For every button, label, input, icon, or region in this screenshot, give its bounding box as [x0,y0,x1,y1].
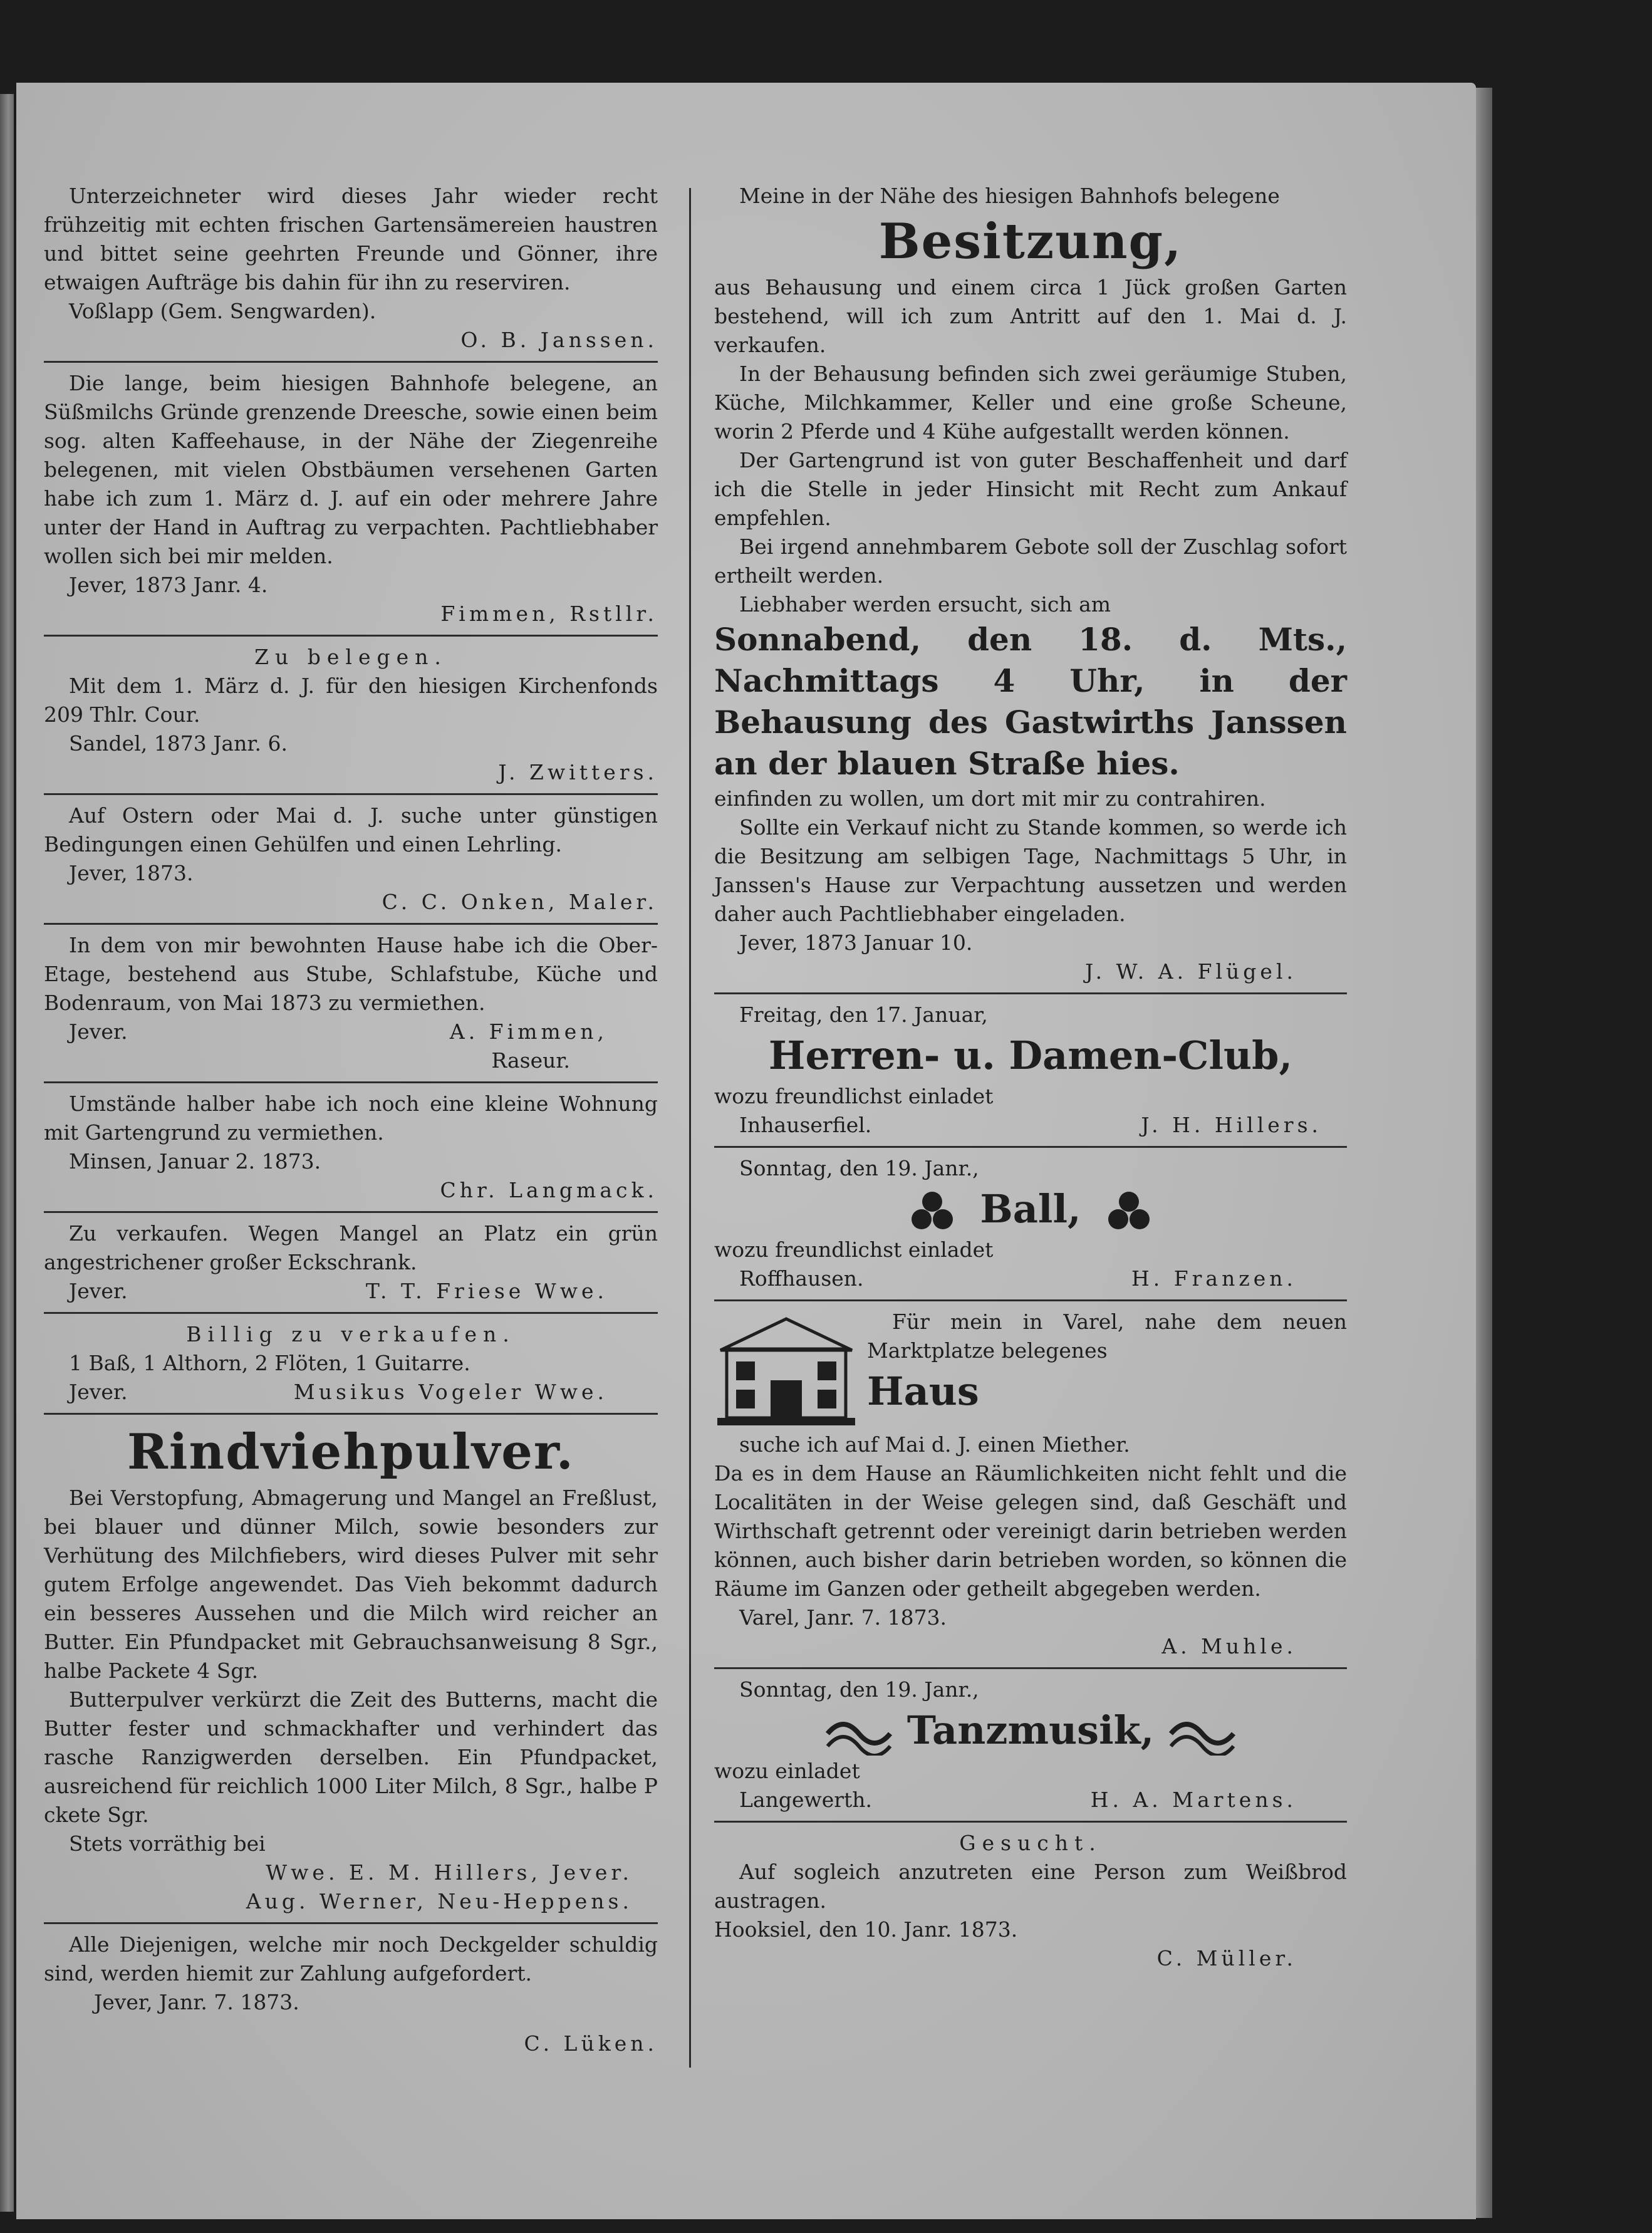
ad-text: Alle Diejenigen, welche mir noch Deckgelder schuldig sind, werden hiemit zur Zahlung aufgefordert. [44,1932,658,1986]
trefoil-ornament-icon [898,1190,967,1234]
ad-separator [44,923,658,925]
ad-separator [714,1667,1347,1669]
ad-besitzung [714,182,1347,986]
ad-signature: C. C. Onken, Maler. [382,890,658,914]
ad-place: Voßlapp (Gem. Sengwarden). [69,299,377,323]
ad-text: Stets vorräthig bei [69,1831,266,1856]
ad-signature: C. Lüken. [524,2031,658,2056]
ad-signature: H. A. Martens. [1090,1788,1297,1812]
ad-text: Butterpulver verkürzt die Zeit des Butterns, macht die Butter fester und schmackhafter und verhindert das rasche Ranzigwerden derselben. Ein Pfundpacket, ausreichend für reichlich 1000 Liter Milch, 8 Sgr., halbe P ckete Sgr. [44,1687,658,1827]
ad-heading: Zu belegen. [254,645,447,669]
ad-place: Jever, 1873 Januar 10. [739,930,973,955]
ad-fimmen-raseur [44,931,658,1075]
ad-haus [714,1308,1347,1661]
ad-place: Roffhausen. [739,1266,864,1291]
ad-heading: Billig zu verkaufen. [186,1322,516,1346]
ad-text: Zu verkaufen. Wegen Mangel an Platz ein grün angestrichener großer Eckschrank. [44,1221,658,1274]
ad-lueken [44,1930,658,2058]
ad-friese [44,1219,658,1306]
ad-title: Haus [867,1368,979,1414]
ad-title: Herren- u. Damen-Club, [768,1033,1293,1078]
ad-place: Inhauserfiel. [739,1113,872,1137]
ad-place: Jever, 1873. [69,861,194,885]
ad-text: Liebhaber werden ersucht, sich am [739,592,1111,617]
ad-separator [44,1413,658,1415]
ad-title-row [714,1704,1347,1757]
ad-signature: J. Zwitters. [498,760,658,784]
ad-vogeler [44,1320,658,1407]
ad-place: Jever. [69,1019,128,1044]
ad-date: Freitag, den 17. Januar, [739,1002,988,1027]
flourish-ornament-icon [824,1712,893,1756]
left-column [44,182,658,2058]
ad-separator [714,992,1347,994]
ad-fimmen [44,369,658,628]
ad-separator [44,635,658,637]
ad-text: In dem von mir bewohnten Hause habe ich die Ober-Etage, bestehend aus Stube, Schlafstube, Küche und Bodenraum, von Mai 1873 zu vermiethen. [44,933,658,1015]
ad-invite: wozu einladet [714,1759,860,1783]
ad-separator [714,1821,1347,1823]
ad-place: Varel, Janr. 7. 1873. [739,1605,947,1630]
ad-langmack [44,1090,658,1205]
ad-title: Rindviehpulver. [127,1424,574,1481]
ad-text: Sollte ein Verkauf nicht zu Stande kommen, so werde ich die Besitzung am selbigen Tage, Nachmittags 5 Uhr, in Janssen's Hause zur Verpachtung aussetzen und werden daher auch Pachtliebhaber eingeladen. [714,815,1347,926]
ad-text: Bei irgend annehmbarem Gebote soll der Zuschlag sofort ertheilt werden. [714,534,1347,588]
ad-ball [714,1154,1347,1293]
ad-text: suche ich auf Mai d. J. einen Miether. [739,1432,1130,1457]
ad-text: Die lange, beim hiesigen Bahnhofe belegene, an Süßmilchs Gründe grenzende Dreesche, sowie einen beim sog. alten Kaffeehause, in der Nähe der Ziegenreihe belegenen, mit vielen Obstbäumen versehenen Garten habe ich zum 1. März d. J. auf ein oder mehrere Jahre unter der Hand in Auftrag zu verpachten. Pachtliebhaber wollen sich bei mir melden. [44,371,658,568]
ad-separator [714,1299,1347,1301]
ad-signature: Aug. Werner, Neu-Heppens. [246,1889,633,1913]
ad-club [714,1001,1347,1140]
ad-signature: J. H. Hillers. [1141,1113,1322,1137]
ad-place: Jever. [69,1380,128,1404]
ad-place: Minsen, Januar 2. 1873. [69,1149,321,1174]
ad-signature-title: Raseur. [491,1048,570,1073]
ad-date: Sonntag, den 19. Janr., [739,1156,979,1180]
ad-signature: C. Müller. [1156,1946,1297,1970]
ad-place: Hooksiel, den 10. Janr. 1873. [714,1917,1018,1942]
ad-bold-text: Sonnabend, den 18. d. Mts., Nachmittags 4 Uhr, in der Behausung des Gastwirths Janssen an der blauen Straße hies. [714,621,1347,782]
ad-text: 1 Baß, 1 Althorn, 2 Flöten, 1 Guitarre. [69,1351,470,1375]
ad-intro: Für mein in Varel, nahe dem neuen Marktplatze belegenes [867,1309,1347,1363]
ad-signature: J. W. A. Flügel. [1085,959,1297,984]
ad-signature: A. Muhle. [1161,1634,1297,1658]
ad-signature: H. Franzen. [1131,1266,1297,1291]
ad-signature: Chr. Langmack. [440,1178,658,1202]
ad-signature: T. T. Friese Wwe. [365,1279,608,1303]
ad-text: Bei Verstopfung, Abmagerung und Mangel an Freßlust, bei blauer und dünner Milch, sowie besonders zur Verhütung des Milchfiebers, wird dieses Pulver mit sehr gutem Erfolge angewendet. Das Vieh bekommt dadurch ein besseres Aussehen und die Milch wird reicher an Butter. Ein Pfundpacket mit Gebrauchsanweisung 8 Sgr., halbe Packete 4 Sgr. [44,1486,658,1683]
ad-title-row [714,1183,1347,1236]
ad-separator [44,1081,658,1083]
ad-separator [44,1922,658,1924]
ad-signature: A. Fimmen, [449,1019,608,1044]
trefoil-ornament-icon [1094,1190,1163,1234]
ad-signature: Fimmen, Rstllr. [440,601,658,626]
ad-separator [44,793,658,795]
ad-onken [44,801,658,917]
ad-text: Mit dem 1. März d. J. für den hiesigen Kirchenfonds 209 Thlr. Cour. [44,674,658,727]
ad-text: Der Gartengrund ist von guter Beschaffenheit und darf ich die Stelle in jeder Hinsicht mit Recht zum Ankauf empfehlen. [714,448,1347,530]
page-edge-shadow [1476,88,1492,2218]
ad-text: Umstände halber habe ich noch eine kleine Wohnung mit Gartengrund zu vermiethen. [44,1091,658,1145]
ad-separator [44,1312,658,1314]
ad-zwitters [44,643,658,787]
ad-invite: wozu freundlichst einladet [714,1084,994,1108]
adjacent-page-edge [0,94,14,2212]
ad-rindviehpulver [44,1421,658,1916]
ad-janssen [44,182,658,355]
ad-text: Auf sogleich anzutreten eine Person zum Weißbrod austragen. [714,1860,1347,1913]
ad-separator [44,1211,658,1213]
ad-place: Jever, Janr. 7. 1873. [94,1990,299,2014]
ad-place: Sandel, 1873 Janr. 6. [69,731,288,756]
ad-text: einfinden zu wollen, um dort mit mir zu contrahiren. [714,786,1266,811]
ad-signature: O. B. Janssen. [460,328,658,352]
ad-tanzmusik [714,1675,1347,1814]
ad-heading: Gesucht. [959,1831,1102,1855]
ad-place: Jever, 1873 Janr. 4. [69,573,268,597]
ad-title: Ball, [980,1186,1081,1232]
ad-intro: Meine in der Nähe des hiesigen Bahnhofs belegene [739,184,1280,208]
ad-date: Sonntag, den 19. Janr., [739,1677,979,1702]
ad-place: Jever. [69,1279,128,1303]
right-column [714,182,1347,1973]
ad-text: Auf Ostern oder Mai d. J. suche unter günstigen Bedingungen einen Gehülfen und einen Lehrling. [44,803,658,856]
column-divider [689,188,691,2068]
ad-signature: Wwe. E. M. Hillers, Jever. [266,1860,633,1885]
ad-invite: wozu freundlichst einladet [714,1237,994,1262]
ad-text: In der Behausung befinden sich zwei geräumige Stuben, Küche, Milchkammer, Keller und eine große Scheune, worin 2 Pferde und 4 Kühe aufgestallt werden können. [714,362,1347,444]
ad-text: aus Behausung und einem circa 1 Jück großen Garten bestehend, will ich zum Antritt auf den 1. Mai d. J. verkaufen. [714,275,1347,357]
ad-separator [714,1146,1347,1148]
ad-signature: Musikus Vogeler Wwe. [293,1380,608,1404]
ad-place: Langewerth. [739,1788,873,1812]
ad-title: Tanzmusik, [907,1707,1155,1753]
ad-separator [44,361,658,363]
ad-gesucht [714,1829,1347,1973]
ad-text: Da es in dem Hause an Räumlichkeiten nicht fehlt und die Localitäten in der Weise gelegen sind, daß Geschäft und Wirthschaft getrennt oder vereinigt darin betrieben werden können, auch bisher darin betrieben worden, so können die Räume im Ganzen oder getheilt abgegeben werden. [714,1461,1347,1601]
ad-title: Besitzung, [878,213,1183,270]
ad-text: Unterzeichneter wird dieses Jahr wieder recht frühzeitig mit echten frischen Gartensämereien haustren und bittet seine geehrten Freunde und Gönner, ihre etwaigen Aufträge bis dahin für ihn zu reserviren. [44,184,658,294]
flourish-ornament-icon [1168,1712,1237,1756]
house-illustration-icon [714,1311,858,1430]
